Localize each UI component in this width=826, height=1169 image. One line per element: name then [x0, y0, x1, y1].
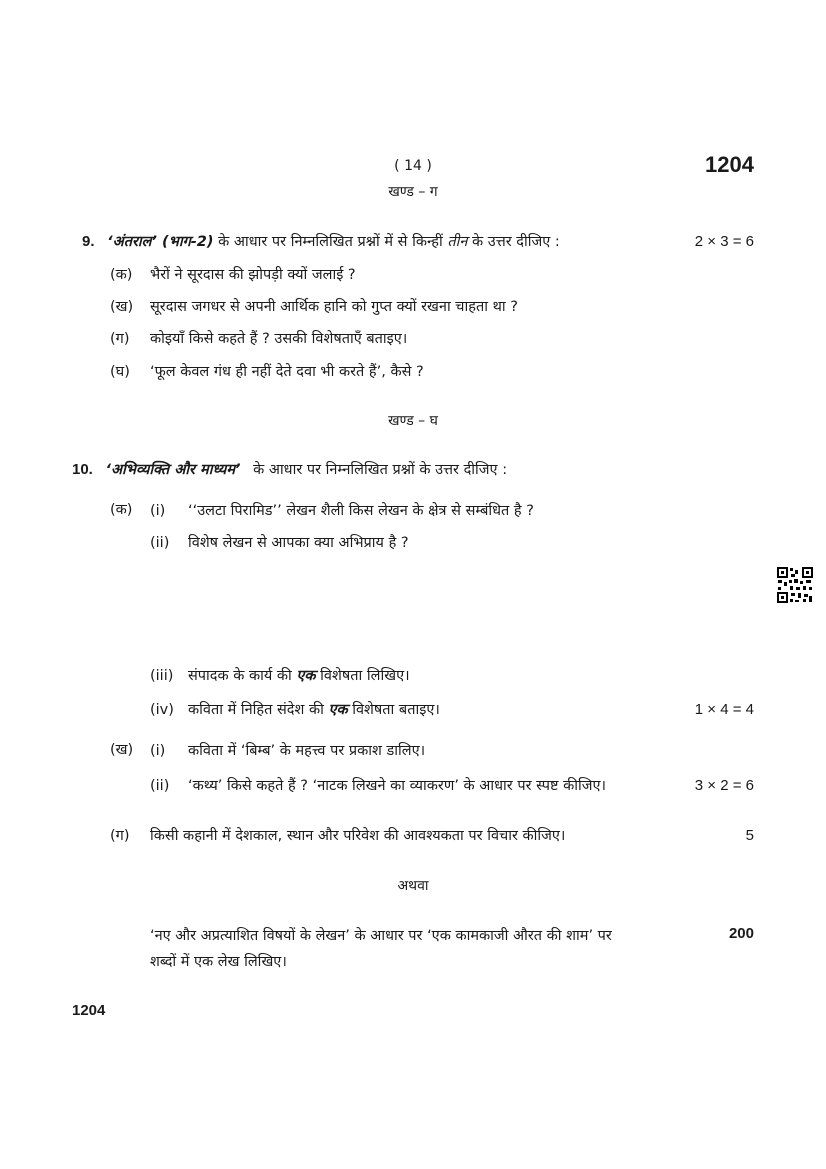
q9-marks: 2 × 3 = 6 — [694, 233, 754, 250]
q10-b-ii-text: ‘कथ्य’ किसे कहते हैं ? ‘नाटक लिखने का व्याकरण’ के आधार पर स्पष्ट कीजिए। — [188, 778, 606, 794]
qr-code-icon — [776, 566, 814, 604]
or-label: अथवा — [397, 878, 429, 894]
q10-a-i-label: (i) — [150, 503, 166, 519]
question-9 — [82, 231, 560, 251]
section-d-title: खण्ड – घ — [388, 413, 438, 429]
q9-book-title: ‘अंतराल’ (भाग-2) — [107, 234, 214, 250]
q10-a-marks: 1 × 4 = 4 — [694, 701, 754, 718]
q9-item-gha — [110, 361, 424, 381]
q9-item-ka — [110, 264, 356, 284]
page-number: ( 14 ) — [394, 158, 432, 174]
q10-alt-line-1 — [150, 925, 754, 945]
q10-a-iii-emphasis: एक — [296, 668, 316, 684]
q10-alt-line-2: शब्दों में एक लेख लिखिए। — [150, 954, 287, 970]
q10-b-ii-label: (ii) — [150, 778, 170, 794]
q9-item-text: ‘फूल केवल गंध ही नहीं देते दवा भी करते हैं’, कैसे ? — [150, 364, 424, 380]
q9-item-text: कोइयाँ किसे कहते हैं ? उसकी विशेषताएँ बताइए। — [150, 331, 408, 347]
q10-a-i-text: ‘‘उलटा पिरामिड’’ लेखन शैली किस लेखन के क्षेत्र से सम्बंधित है ? — [188, 503, 534, 519]
q10-a-ii-text: विशेष लेखन से आपका क्या अभिप्राय है ? — [188, 535, 409, 551]
q10-a-iv-label: (iv) — [150, 702, 174, 718]
q10-instruction: के आधार पर निम्नलिखित प्रश्नों के उत्तर दीजिए : — [253, 462, 508, 478]
q10-a-iii-text-b: विशेषता लिखिए। — [320, 668, 410, 684]
q9-instruction-b: के उत्तर दीजिए : — [472, 234, 560, 250]
section-c-title: खण्ड – ग — [388, 184, 438, 200]
q10-alt-word-count: 200 — [728, 925, 754, 942]
q10-b-i — [150, 740, 425, 760]
q10-a-ii-label: (ii) — [150, 535, 170, 551]
q10-alt-text: ‘नए और अप्रत्याशित विषयों के लेखन’ के आधार पर ‘एक कामकाजी औरत की शाम’ पर — [150, 928, 612, 944]
q9-instruction-a: के आधार पर निम्नलिखित प्रश्नों में से किन्हीं — [218, 234, 443, 250]
q10-book-title: ‘अभिव्यक्ति और माध्यम’ — [105, 462, 241, 478]
q10-a-i — [150, 500, 534, 520]
q10-c-marks: 5 — [745, 827, 754, 844]
q10-a-iii — [150, 665, 410, 685]
question-9-number: 9. — [82, 233, 95, 250]
q10-b-i-label: (i) — [150, 743, 166, 759]
q9-instruction-emphasis: तीन — [447, 234, 468, 250]
q10-part-a-label: (क) — [110, 502, 133, 518]
q10-a-iii-text-a: संपादक के कार्य की — [188, 668, 292, 684]
q9-item-kha — [110, 296, 518, 316]
question-10 — [72, 459, 507, 479]
q10-part-c-text: किसी कहानी में देशकाल, स्थान और परिवेश की आवश्यकता पर विचार कीजिए। — [150, 828, 566, 844]
q10-a-ii — [150, 532, 409, 552]
q9-item-label: (क) — [110, 267, 133, 283]
q10-b-i-text: कविता में ‘बिम्ब’ के महत्त्व पर प्रकाश डालिए। — [188, 743, 426, 759]
q9-item-text: सूरदास जगधर से अपनी आर्थिक हानि को गुप्त क्यों रखना चाहता था ? — [150, 299, 518, 315]
paper-code-top: 1204 — [705, 152, 754, 177]
q10-part-c — [110, 825, 565, 845]
q10-a-iv-emphasis: एक — [328, 702, 348, 718]
q10-b-marks: 3 × 2 = 6 — [694, 777, 754, 794]
q10-a-iv-text-a: कविता में निहित संदेश की — [188, 702, 324, 718]
q10-a-iii-label: (iii) — [150, 668, 174, 684]
q9-item-label: (घ) — [110, 364, 130, 380]
q9-item-label: (ख) — [110, 299, 134, 315]
question-10-number: 10. — [72, 461, 93, 478]
q10-a-iv — [150, 699, 440, 719]
q10-b-ii — [150, 775, 606, 795]
q10-a-iv-text-b: विशेषता बताइए। — [352, 702, 440, 718]
q9-item-label: (ग) — [110, 331, 130, 347]
q10-part-c-label: (ग) — [110, 828, 130, 844]
paper-code-bottom: 1204 — [72, 1002, 106, 1019]
q10-part-b-label: (ख) — [110, 742, 134, 758]
q9-item-ga — [110, 328, 407, 348]
q9-item-text: भैरों ने सूरदास की झोपड़ी क्यों जलाई ? — [150, 267, 356, 283]
